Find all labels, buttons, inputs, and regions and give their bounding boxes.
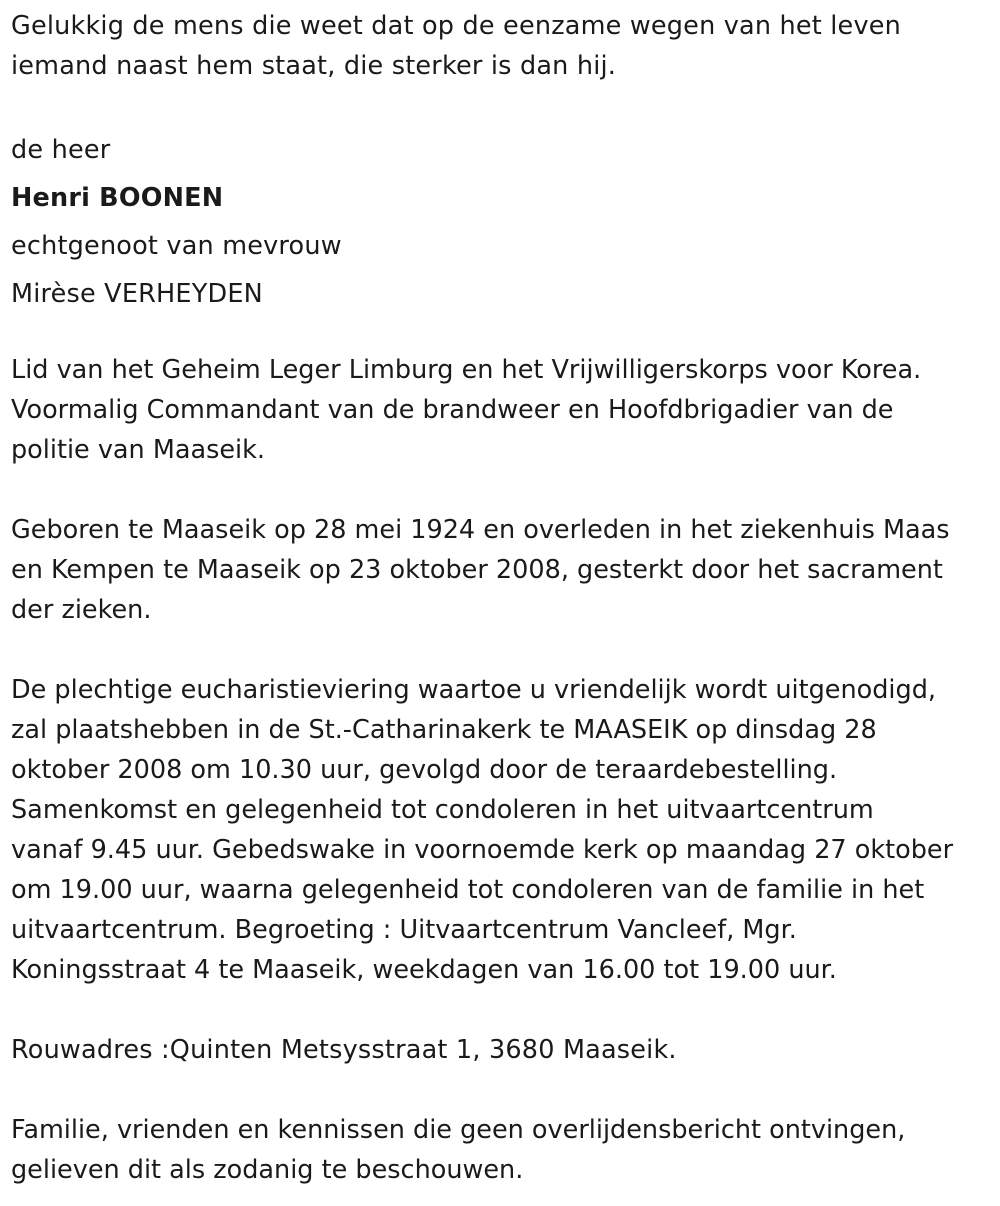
spacer (11, 318, 996, 350)
ceremony-line: om 19.00 uur, waarna gelegenheid tot condoleren van de familie in het (11, 875, 925, 905)
spouse-relation: echtgenoot van mevrouw (11, 231, 342, 261)
identity-block (11, 126, 996, 318)
title: de heer (11, 135, 111, 165)
ceremony-line: zal plaatshebben in de St.-Catharinakerk te MAASEIK op dinsdag 28 (11, 715, 877, 745)
ceremony-line: De plechtige eucharistieviering waartoe u vriendelijk wordt uitgenodigd, (11, 675, 936, 705)
closing-line: gelieven dit als zodanig te beschouwen. (11, 1155, 524, 1185)
birth-death-line: Geboren te Maaseik op 28 mei 1924 en overleden in het ziekenhuis Maas (11, 515, 950, 545)
death-notice (11, 6, 996, 1190)
spacer (11, 470, 996, 510)
membership-line: Voormalig Commandant van de brandweer en Hoofdbrigadier van de (11, 395, 894, 425)
motto (11, 6, 996, 86)
membership-line: politie van Maaseik. (11, 435, 266, 465)
birth-death-line: der zieken. (11, 595, 152, 625)
spacer (11, 990, 996, 1030)
mourning-address (11, 1030, 996, 1070)
ceremony-line: vanaf 9.45 uur. Gebedswake in voornoemde kerk op maandag 27 oktober (11, 835, 954, 865)
ceremony (11, 670, 996, 990)
spacer (11, 630, 996, 670)
ceremony-line: oktober 2008 om 10.30 uur, gevolgd door de teraardebestelling. (11, 755, 838, 785)
membership (11, 350, 996, 470)
closing (11, 1110, 996, 1190)
birth-death-line: en Kempen te Maaseik op 23 oktober 2008, gesterkt door het sacrament (11, 555, 943, 585)
birth-death (11, 510, 996, 630)
deceased-name: Henri BOONEN (11, 183, 224, 213)
spacer (11, 86, 996, 126)
membership-line: Lid van het Geheim Leger Limburg en het Vrijwilligerskorps voor Korea. (11, 355, 922, 385)
ceremony-line: uitvaartcentrum. Begroeting : Uitvaartcentrum Vancleef, Mgr. (11, 915, 797, 945)
ceremony-line: Samenkomst en gelegenheid tot condoleren in het uitvaartcentrum (11, 795, 874, 825)
mourning-address-line: Rouwadres :Quinten Metsysstraat 1, 3680 Maaseik. (11, 1035, 677, 1065)
spacer (11, 1070, 996, 1110)
closing-line: Familie, vrienden en kennissen die geen overlijdensbericht ontvingen, (11, 1115, 906, 1145)
motto-line: iemand naast hem staat, die sterker is dan hij. (11, 51, 617, 81)
spouse-name: Mirèse VERHEYDEN (11, 279, 263, 309)
ceremony-line: Koningsstraat 4 te Maaseik, weekdagen van 16.00 tot 19.00 uur. (11, 955, 837, 985)
motto-line: Gelukkig de mens die weet dat op de eenzame wegen van het leven (11, 11, 901, 41)
